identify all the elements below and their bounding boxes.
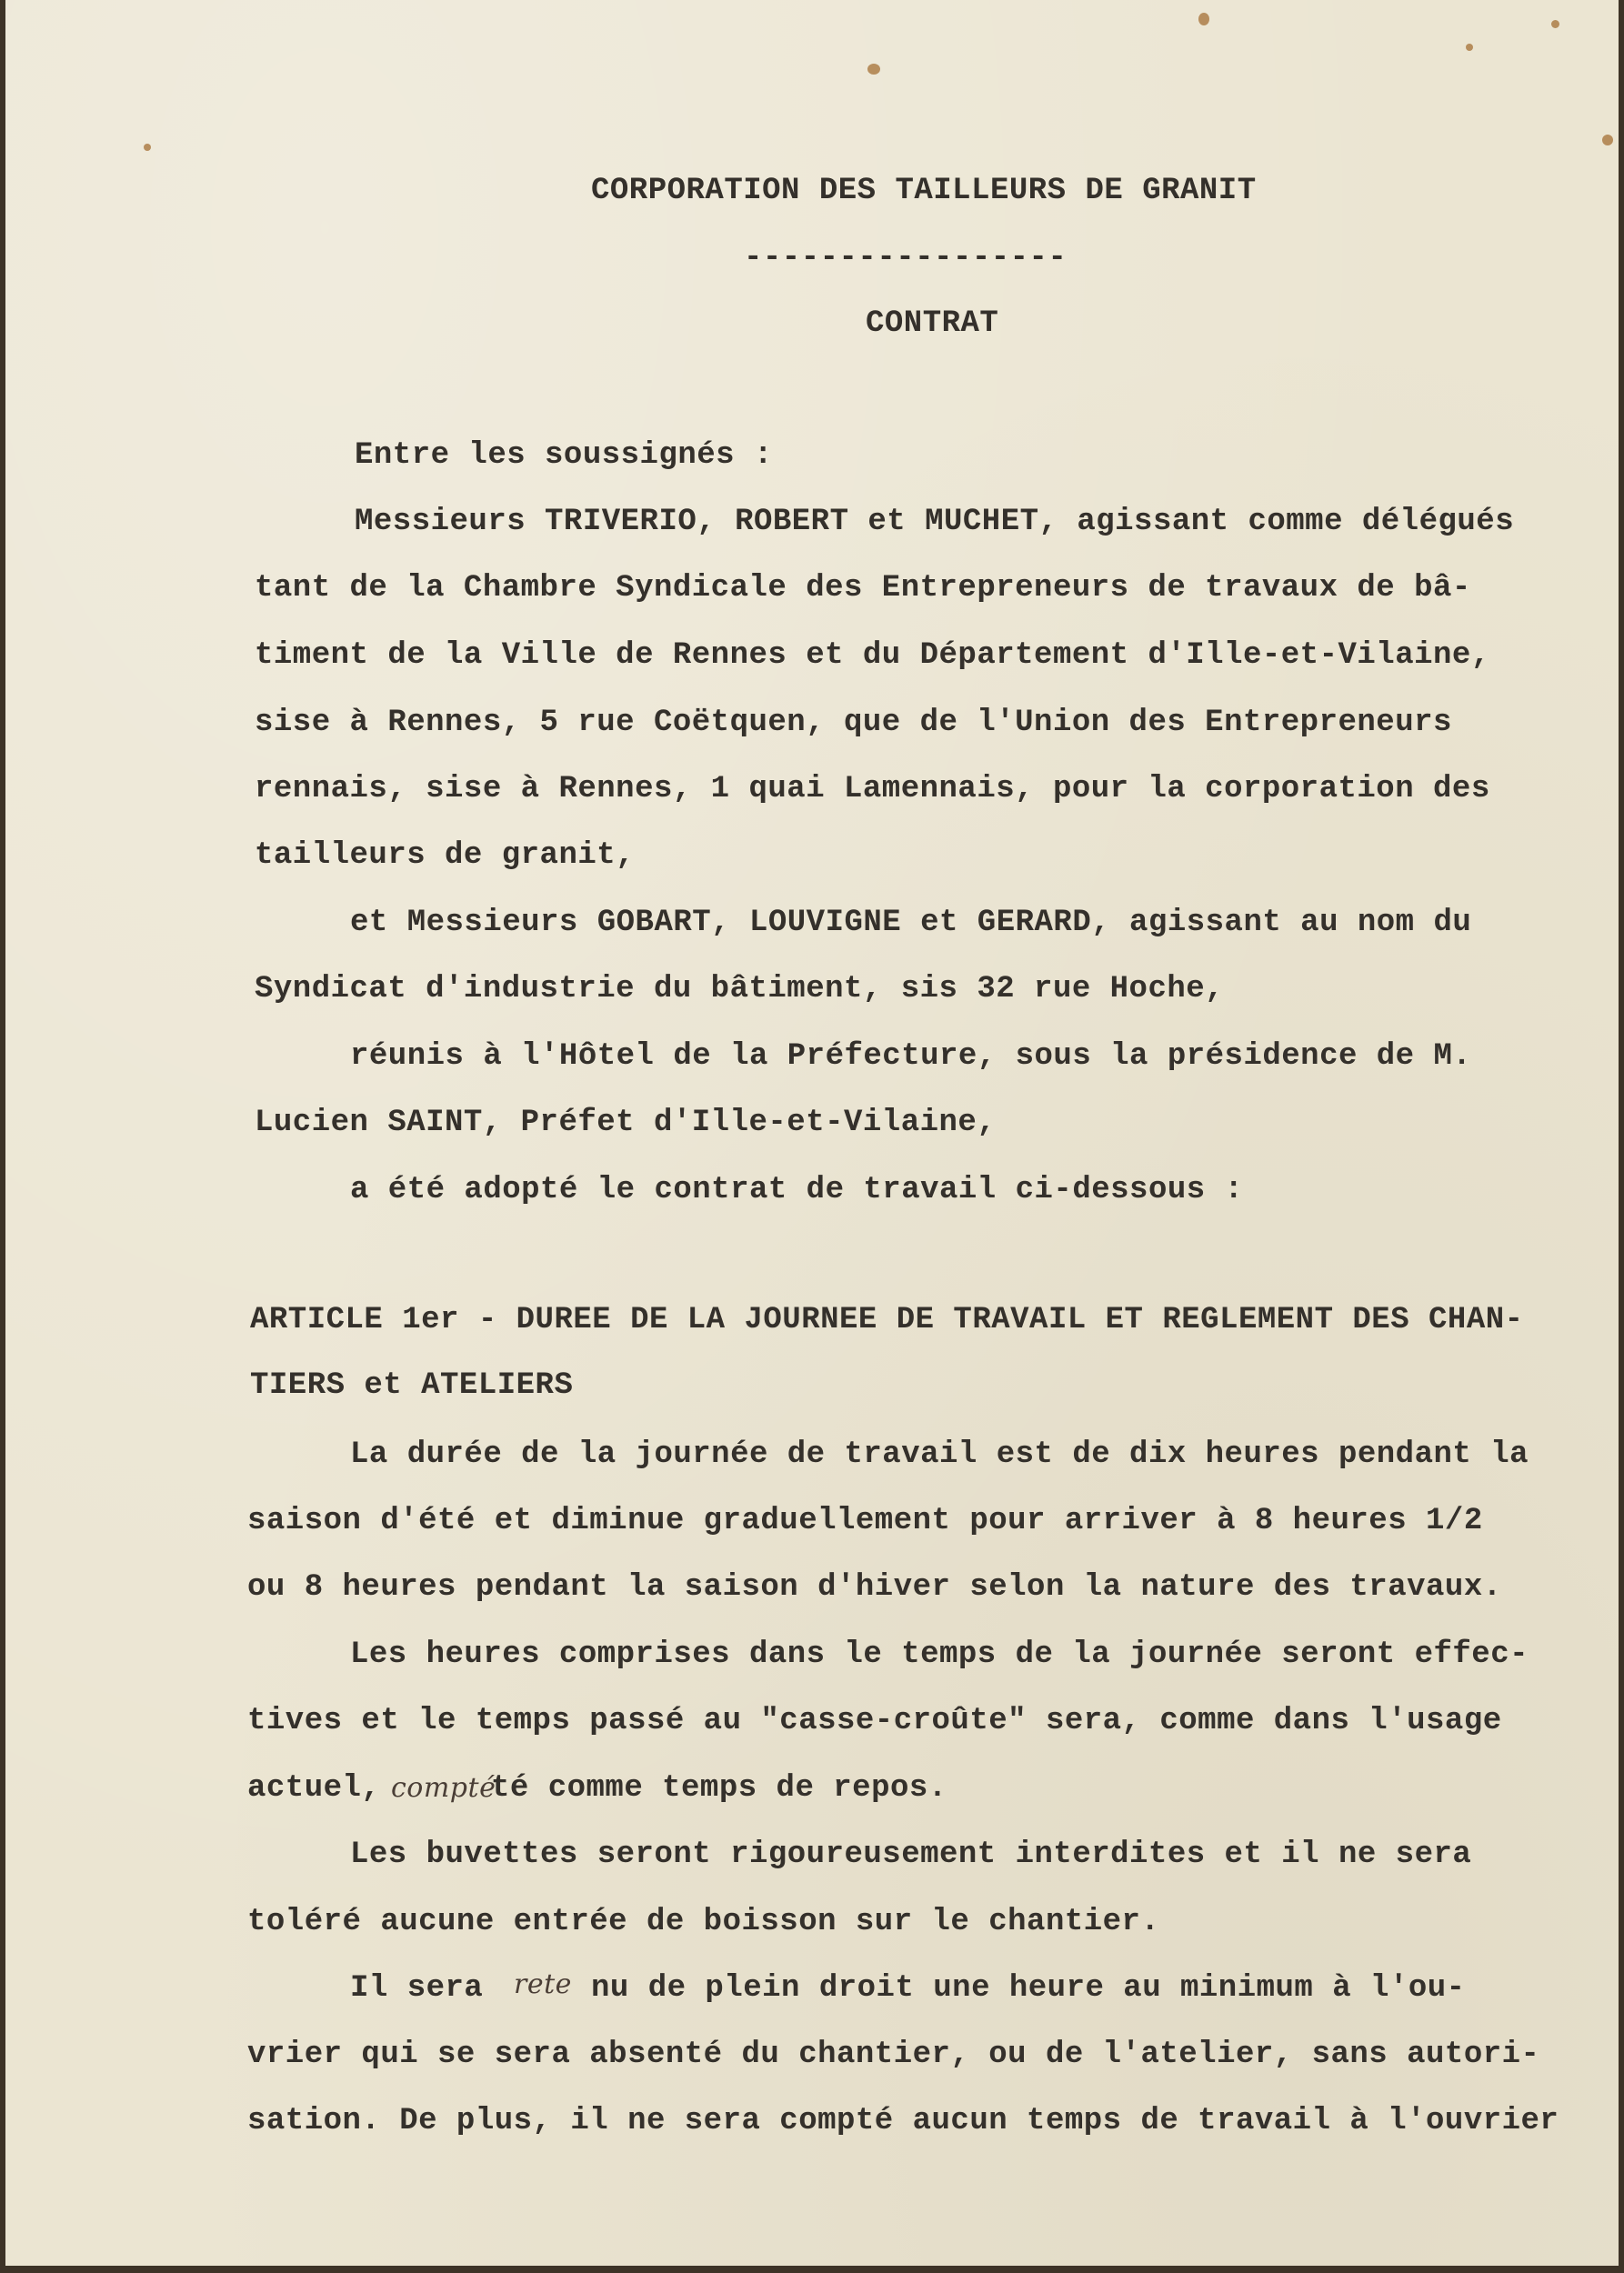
text-line: Syndicat d'industrie du bâtiment, sis 32 rue Hoche, [255, 972, 1225, 1006]
text-line: La durée de la journée de travail est de dix heures pendant la [350, 1437, 1529, 1472]
text-line: Il sera [350, 1971, 484, 2006]
left-edge [0, 0, 5, 2273]
text-line: sise à Rennes, 5 rue Coëtquen, que de l'Union des Entrepreneurs [255, 706, 1452, 740]
article-heading: TIERS et ATELIERS [250, 1368, 574, 1403]
stain [1551, 20, 1559, 28]
text-line: a été adopté le contrat de travail ci-dessous : [350, 1173, 1244, 1207]
handwritten-correction: rete [514, 1968, 572, 2000]
stain [1198, 13, 1209, 25]
text-line: saison d'été et diminue graduellement pour arriver à 8 heures 1/2 [247, 1504, 1483, 1538]
text-line: ou 8 heures pendant la saison d'hiver selon la nature des travaux. [247, 1570, 1502, 1605]
text-line: sation. De plus, il ne sera compté aucun temps de travail à l'ouvrier [247, 2104, 1559, 2138]
stain [1466, 44, 1473, 51]
article-heading: ARTICLE 1er - DUREE DE LA JOURNEE DE TRAVAIL ET REGLEMENT DES CHAN- [250, 1303, 1524, 1337]
title-separator: ----------------- [744, 241, 1068, 275]
text-line: Les heures comprises dans le temps de la journée seront effec- [350, 1637, 1529, 1672]
text-line: Entre les soussignés : [355, 438, 773, 473]
text-line: Les buvettes seront rigoureusement interdites et il ne sera [350, 1837, 1472, 1872]
stain [144, 144, 151, 151]
text-line: tives et le temps passé au "casse-croûte" sera, comme dans l'usage [247, 1704, 1502, 1738]
right-edge [1619, 0, 1624, 2273]
bottom-edge [0, 2266, 1624, 2273]
text-line: et Messieurs GOBART, LOUVIGNE et GERARD, agissant au nom du [350, 906, 1472, 940]
text-line: tailleurs de granit, [255, 838, 636, 873]
text-line: toléré aucune entrée de boisson sur le chantier. [247, 1905, 1160, 1939]
document-title: CORPORATION DES TAILLEURS DE GRANIT [591, 174, 1257, 208]
text-line: réunis à l'Hôtel de la Préfecture, sous la présidence de M. [350, 1039, 1472, 1074]
text-line: Lucien SAINT, Préfet d'Ille-et-Vilaine, [255, 1106, 997, 1140]
text-line: rennais, sise à Rennes, 1 quai Lamennais, pour la corporation des [255, 772, 1490, 806]
text-line: tant de la Chambre Syndicale des Entrepreneurs de travaux de bâ- [255, 571, 1471, 606]
handwritten-correction: compté [391, 1772, 496, 1804]
text-line: Messieurs TRIVERIO, ROBERT et MUCHET, agissant comme délégués [355, 505, 1515, 539]
text-line: actuel, [247, 1771, 381, 1806]
text-line: té comme temps de repos. [491, 1771, 947, 1806]
document-subtitle: CONTRAT [866, 306, 999, 341]
stain [1602, 135, 1613, 145]
text-line: vrier qui se sera absenté du chantier, ou de l'atelier, sans autori- [247, 2038, 1540, 2072]
text-line: nu de plein droit une heure au minimum à l'ou- [591, 1971, 1466, 2006]
stain [867, 64, 880, 75]
text-line: timent de la Ville de Rennes et du Département d'Ille-et-Vilaine, [255, 638, 1490, 673]
